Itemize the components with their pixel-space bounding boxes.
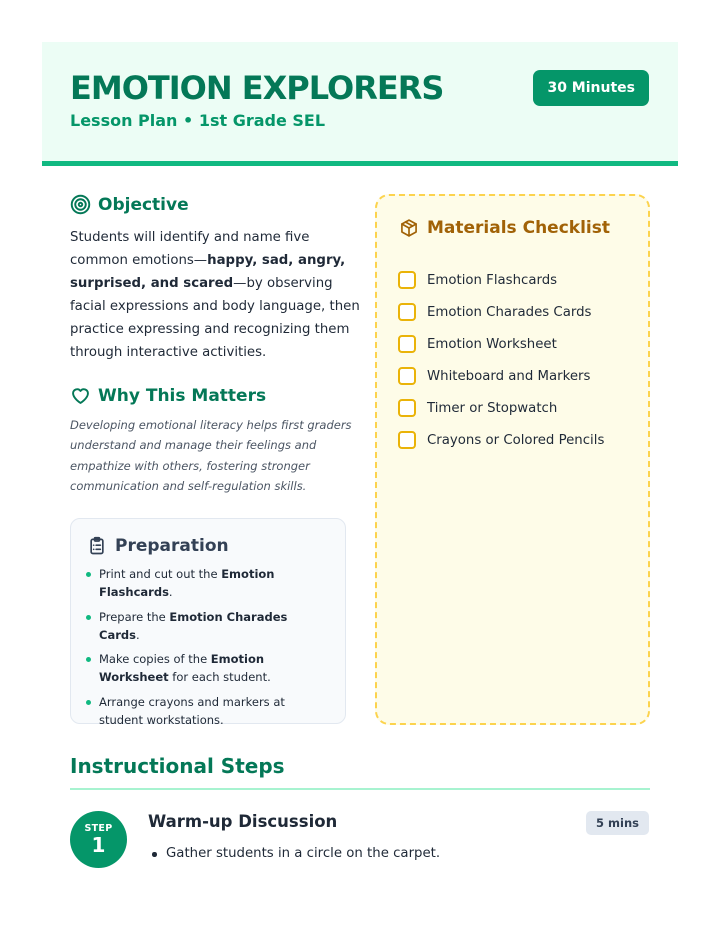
lesson-header — [42, 42, 678, 166]
checklist-item[interactable] — [398, 296, 604, 328]
list-item — [85, 565, 331, 601]
item-text: . — [168, 585, 173, 599]
materials-checklist-card — [375, 194, 650, 725]
item-bold: Emotion Flashcards — [99, 567, 275, 599]
why-text: Developing emotional literacy helps first graders understand and manage their feelings and empathize with others, fostering stronger communication and self-regulation skills. — [70, 418, 352, 493]
why-title: Why This Matters — [98, 385, 267, 406]
checklist-label: Emotion Worksheet — [427, 336, 557, 352]
heart-icon — [70, 385, 91, 406]
section-divider — [70, 788, 650, 790]
list-item: Gather students in a circle on the carpet. — [150, 844, 440, 864]
item-text: Make copies of the — [99, 652, 211, 666]
objective-text-part: —by observing facial expressions and body language, then practice expressing and recognizing them through interactive activities. — [70, 276, 360, 360]
checklist-label: Emotion Charades Cards — [427, 304, 592, 320]
step-label: STEP — [84, 823, 113, 834]
clipboard-list-icon — [87, 535, 107, 557]
preparation-heading — [87, 535, 229, 557]
checkbox[interactable] — [398, 431, 416, 449]
preparation-card — [70, 518, 346, 727]
step-number-badge — [70, 811, 127, 868]
step-number: 1 — [91, 833, 106, 857]
checklist-item[interactable] — [398, 264, 604, 296]
item-text: Print and cut out the — [99, 567, 222, 581]
item-bold: Emotion Charades Cards — [99, 609, 288, 642]
checklist-label: Whiteboard and Markers — [427, 368, 591, 384]
lesson-title: EMOTION EXPLORERS — [70, 69, 444, 107]
checkbox[interactable] — [398, 399, 416, 417]
preparation-title: Preparation — [115, 536, 229, 556]
item-text: for each student. — [168, 670, 271, 684]
objective-text-part: Students will identify and name five common emotions— — [70, 230, 310, 268]
list-item — [85, 608, 331, 644]
item-text: Prepare the — [99, 609, 170, 624]
objective-title: Objective — [98, 194, 189, 215]
materials-list — [398, 264, 604, 456]
list-item — [85, 650, 331, 686]
target-icon — [70, 194, 91, 215]
checklist-item[interactable] — [398, 392, 604, 424]
why-heading — [70, 385, 266, 406]
duration-badge: 30 Minutes — [533, 70, 649, 106]
lesson-subtitle: Lesson Plan • 1st Grade SEL — [70, 111, 326, 130]
item-text: . — [135, 627, 140, 642]
step-bullet-list — [150, 844, 440, 864]
step-duration-badge: 5 mins — [586, 811, 649, 835]
objective-text — [70, 226, 360, 364]
materials-heading — [399, 218, 610, 238]
checkbox[interactable] — [398, 335, 416, 353]
materials-title: Materials Checklist — [427, 218, 610, 238]
objective-emotions: happy, sad, angry, surprised, and scared — [70, 253, 346, 291]
checkbox[interactable] — [398, 367, 416, 385]
item-bold: Emotion Worksheet — [99, 652, 265, 684]
checklist-label: Emotion Flashcards — [427, 272, 558, 288]
checklist-item[interactable] — [398, 424, 604, 456]
list-item — [85, 693, 331, 729]
checklist-item[interactable] — [398, 360, 604, 392]
objective-heading — [70, 194, 189, 215]
checklist-label: Crayons or Colored Pencils — [427, 432, 605, 448]
preparation-list — [85, 565, 331, 735]
step-title: Warm-up Discussion — [148, 812, 338, 831]
item-text: Arrange crayons and markers at student workstations. — [99, 694, 285, 727]
checklist-label: Timer or Stopwatch — [427, 400, 558, 416]
checkbox[interactable] — [398, 303, 416, 321]
instructional-steps-heading: Instructional Steps — [70, 754, 285, 778]
checklist-item[interactable] — [398, 328, 604, 360]
package-icon — [399, 218, 419, 238]
checkbox[interactable] — [398, 271, 416, 289]
